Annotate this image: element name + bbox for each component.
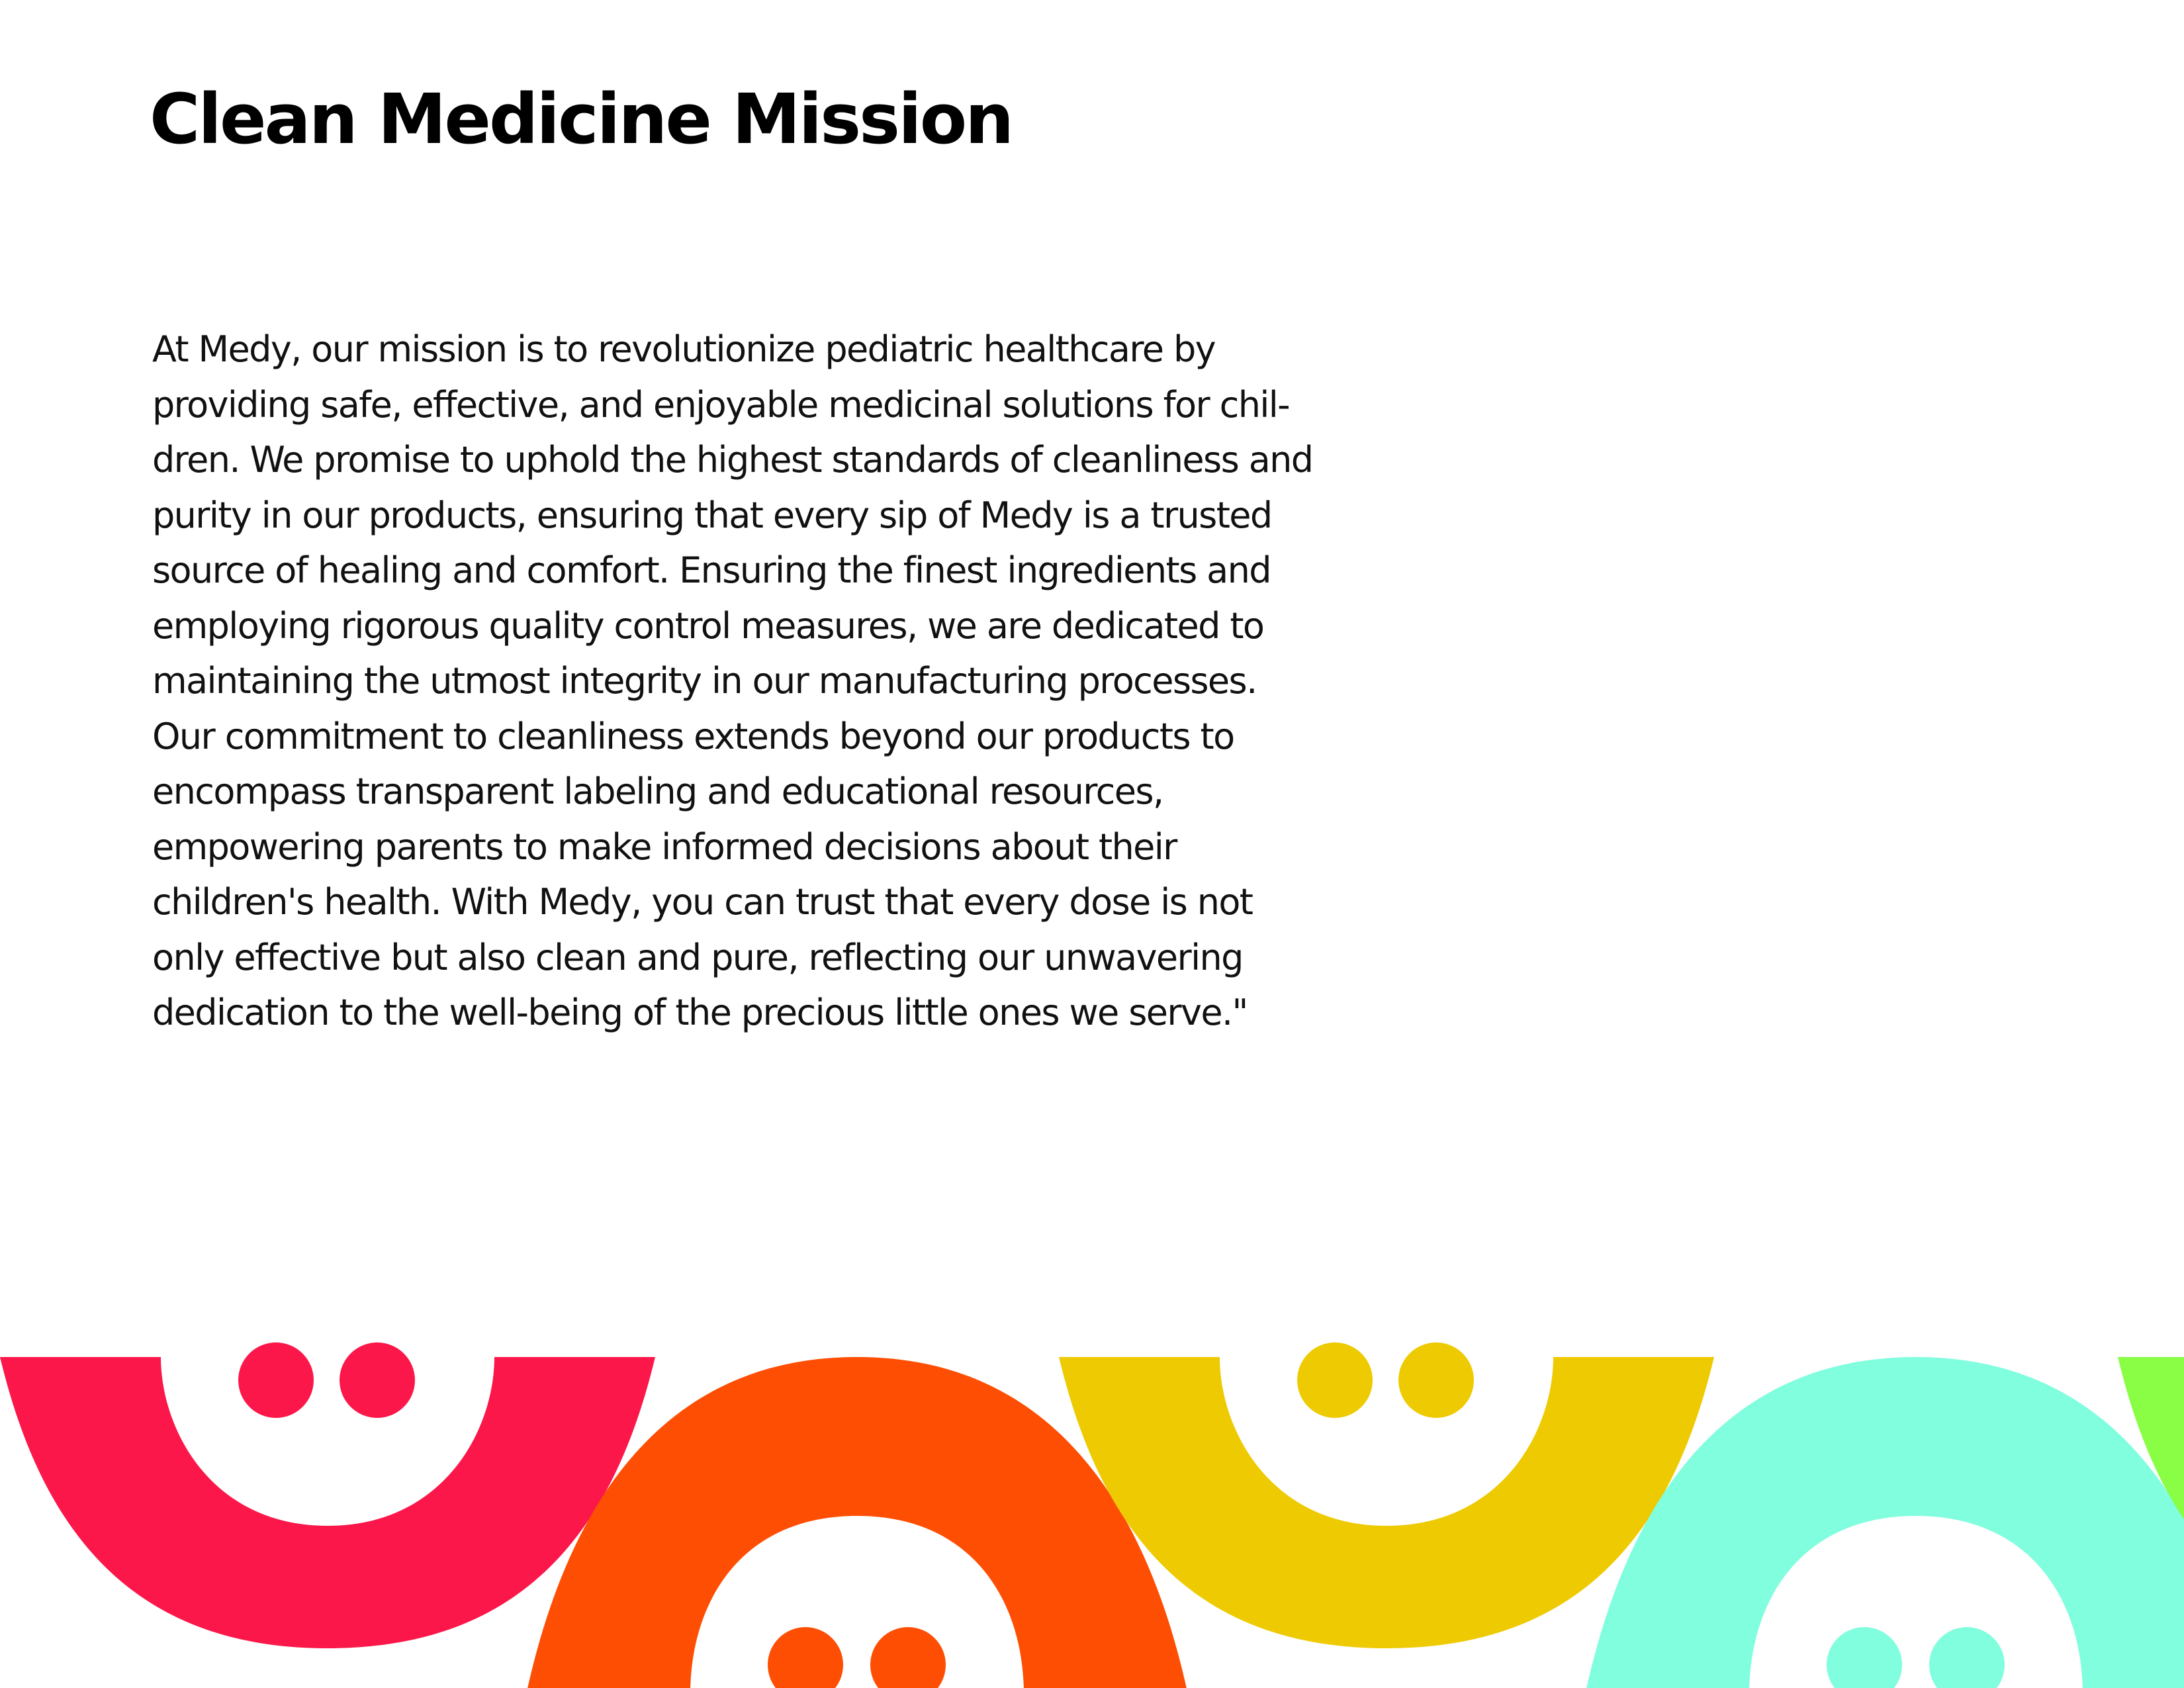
- mission-line: children's health. With Medy, you can trust that every dose is not: [152, 881, 1253, 923]
- mint-arch-eye-left: [1827, 1627, 1902, 1688]
- mission-line: dedication to the well-being of the precious little ones we serve.": [152, 992, 1248, 1033]
- yellow-smile-eye-left: [1297, 1342, 1373, 1418]
- mint-arch-eye-right: [1929, 1627, 2005, 1688]
- mission-line: source of healing and comfort. Ensuring the finest ingredients and: [152, 549, 1271, 591]
- mission-line: employing rigorous quality control measures, we are dedicated to: [152, 604, 1264, 647]
- mission-paragraph: [152, 322, 1343, 1041]
- mission-line: providing safe, effective, and enjoyable medicinal solutions for chil-: [152, 383, 1290, 426]
- mission-line: dren. We promise to uphold the highest standards of cleanliness and: [152, 439, 1313, 481]
- mission-line: At Medy, our mission is to revolutionize pediatric healthcare by: [152, 328, 1216, 370]
- page-title: Clean Medicine Mission: [150, 79, 1013, 160]
- orange-arch-eye-left: [768, 1627, 843, 1688]
- orange-arch-eye-right: [870, 1627, 946, 1688]
- yellow-smile-eye-right: [1398, 1342, 1474, 1418]
- mission-line: empowering parents to make informed decisions about their: [152, 825, 1177, 868]
- mission-line: Our commitment to cleanliness extends beyond our products to: [152, 715, 1234, 757]
- red-smile-eye-left: [238, 1342, 314, 1418]
- mission-line: purity in our products, ensuring that every sip of Medy is a trusted: [152, 494, 1272, 536]
- mission-line: encompass transparent labeling and educational resources,: [152, 771, 1163, 812]
- mission-line: maintaining the utmost integrity in our manufacturing processes.: [152, 660, 1257, 702]
- red-smile-eye-right: [340, 1342, 415, 1418]
- mission-line: only effective but also clean and pure, reflecting our unwavering: [152, 936, 1243, 978]
- smiley-border-graphic: [0, 1324, 2184, 1688]
